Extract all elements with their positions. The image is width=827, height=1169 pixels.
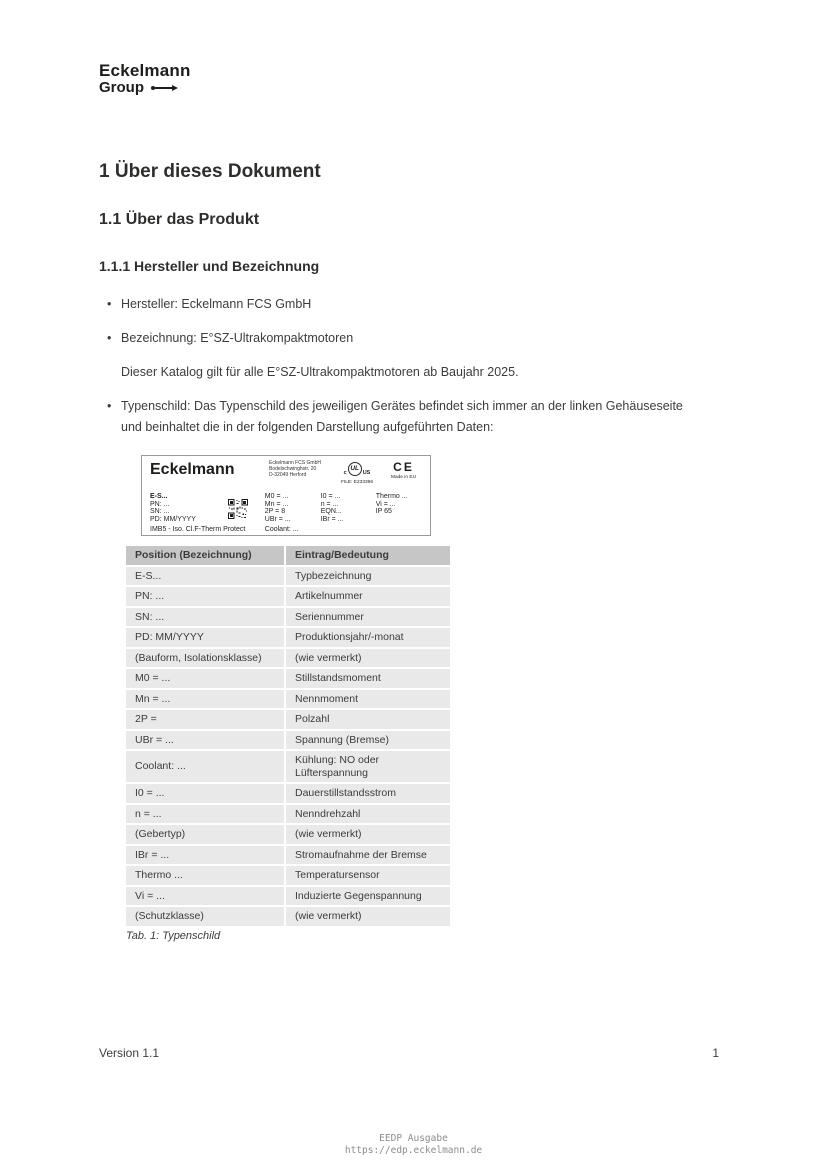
nameplate-brand: Eckelmann bbox=[150, 461, 235, 478]
nameplate-figure bbox=[141, 455, 431, 536]
i0-value: I0 = ... bbox=[320, 493, 341, 500]
meaning-cell: Nenndrehzahl bbox=[286, 805, 450, 824]
address-line: Eckelmann FCS GmbH bbox=[269, 460, 321, 466]
katalog-note: Dieser Katalog gilt für alle E°SZ-Ultrakompaktmotoren ab Baujahr 2025. bbox=[121, 365, 519, 379]
encoder-type: EQN... bbox=[320, 508, 342, 516]
brake-current: IBr = ... bbox=[320, 515, 344, 523]
meaning-cell: Nennmoment bbox=[286, 690, 450, 709]
table-row bbox=[126, 710, 450, 729]
table-row bbox=[126, 846, 450, 865]
ul-file-number: FILE: E233396 bbox=[340, 480, 373, 485]
meaning-cell: Seriennummer bbox=[286, 608, 450, 627]
meaning-cell: Stromaufnahme der Bremse bbox=[286, 846, 450, 865]
table-row bbox=[126, 690, 450, 709]
meaning-cell: Produktionsjahr/-monat bbox=[286, 628, 450, 647]
table-row bbox=[126, 907, 450, 926]
logo-text-eckelmann: Eckelmann bbox=[99, 61, 191, 80]
bullet-typenschild bbox=[99, 396, 695, 438]
ce-mark-icon: CE bbox=[393, 460, 414, 474]
ul-logo-icon: c UL US bbox=[344, 462, 371, 476]
bullet-typenschild-text: Typenschild: Das Typenschild des jeweiligen Gerätes befindet sich immer an der linken Gehäuseseite und beinhaltet die in der folgenden Darstellung aufgeführten Daten: bbox=[121, 399, 683, 434]
qr-code-icon bbox=[228, 499, 248, 519]
bullet-marker bbox=[99, 328, 121, 349]
page-footer bbox=[99, 1046, 719, 1060]
nameplate-data bbox=[150, 493, 422, 533]
made-in-label: Made in EU bbox=[390, 475, 417, 480]
position-cell: n = ... bbox=[126, 805, 284, 824]
position-cell: PN: ... bbox=[126, 587, 284, 606]
position-cell: Thermo ... bbox=[126, 866, 284, 885]
table-row bbox=[126, 587, 450, 606]
nameplate-column-2 bbox=[265, 493, 321, 533]
position-cell: I0 = ... bbox=[126, 784, 284, 803]
column-header-position: Position (Bezeichnung) bbox=[126, 546, 284, 565]
table-row bbox=[126, 731, 450, 750]
logo-text-group: Group bbox=[99, 79, 144, 96]
table-body bbox=[126, 567, 450, 926]
ip-rating: IP 65 bbox=[375, 508, 392, 516]
pole-count: 2P = 8 bbox=[264, 508, 286, 516]
subsection-heading: 1.1.1 Hersteller und Bezeichnung bbox=[99, 258, 320, 274]
table-row bbox=[126, 866, 450, 885]
type-designation: E-S... bbox=[150, 493, 168, 500]
vi-value: Vi = ... bbox=[375, 500, 396, 508]
bullet-bezeichnung-text: Bezeichnung: E°SZ-Ultrakompaktmotoren bbox=[121, 331, 354, 345]
meaning-cell: (wie vermerkt) bbox=[286, 907, 450, 926]
company-logo bbox=[99, 62, 191, 96]
table-row bbox=[126, 887, 450, 906]
meaning-cell: Induzierte Gegenspannung bbox=[286, 887, 450, 906]
ce-certification-mark bbox=[385, 461, 422, 480]
position-cell: PD: MM/YYYY bbox=[126, 628, 284, 647]
address-line: D-32049 Herford bbox=[269, 471, 307, 478]
table-header bbox=[126, 546, 450, 565]
mounting-insulation: IMB5 - Iso. Cl.F-Therm Protect bbox=[150, 525, 246, 533]
body-content bbox=[99, 294, 695, 451]
bullet-bezeichnung bbox=[99, 328, 695, 349]
meaning-cell: Typbezeichnung bbox=[286, 567, 450, 586]
table-row bbox=[126, 784, 450, 803]
position-cell: 2P = bbox=[126, 710, 284, 729]
m0-value: M0 = ... bbox=[264, 493, 289, 500]
position-cell: (Gebertyp) bbox=[126, 825, 284, 844]
nameplate-header bbox=[150, 461, 422, 488]
part-number: PN: ... bbox=[150, 500, 170, 508]
meaning-cell: Artikelnummer bbox=[286, 587, 450, 606]
meaning-cell: Temperatursensor bbox=[286, 866, 450, 885]
brake-voltage: UBr = ... bbox=[264, 515, 291, 523]
position-cell: M0 = ... bbox=[126, 669, 284, 688]
table-row bbox=[126, 608, 450, 627]
bullet-hersteller-text: Hersteller: Eckelmann FCS GmbH bbox=[121, 297, 312, 311]
bullet-marker bbox=[99, 294, 121, 315]
serial-number: SN: ... bbox=[150, 508, 170, 516]
meaning-cell: Polzahl bbox=[286, 710, 450, 729]
mn-value: Mn = ... bbox=[264, 500, 289, 508]
meaning-cell: (wie vermerkt) bbox=[286, 825, 450, 844]
typenschild-table bbox=[124, 544, 452, 928]
watermark-url[interactable]: https://edp.eckelmann.de bbox=[344, 1145, 483, 1156]
table-row bbox=[126, 567, 450, 586]
version-label: Version 1.1 bbox=[99, 1046, 160, 1060]
bullet-marker bbox=[99, 396, 121, 438]
bullet-hersteller bbox=[99, 294, 695, 315]
watermark-edition: EEDP Ausgabe bbox=[379, 1133, 448, 1144]
production-date: PD: MM/YYYY bbox=[150, 515, 196, 523]
table-caption: Tab. 1: Typenschild bbox=[126, 930, 221, 942]
eedp-watermark bbox=[0, 1133, 827, 1157]
speed-value: n = ... bbox=[320, 500, 339, 508]
meaning-cell: Spannung (Bremse) bbox=[286, 731, 450, 750]
position-cell: SN: ... bbox=[126, 608, 284, 627]
position-cell: Coolant: ... bbox=[126, 751, 284, 782]
meaning-cell: Kühlung: NO oder Lüfterspannung bbox=[286, 751, 450, 782]
manufacturer-address bbox=[269, 461, 329, 478]
table-row bbox=[126, 805, 450, 824]
table-row bbox=[126, 825, 450, 844]
position-cell: IBr = ... bbox=[126, 846, 284, 865]
nameplate-column-4 bbox=[376, 493, 422, 533]
logo-arrow-icon bbox=[151, 85, 178, 91]
ul-certification-mark bbox=[329, 461, 385, 485]
address-line: Bodelschwinghstr. 20 bbox=[269, 465, 317, 472]
table-row bbox=[126, 751, 450, 782]
meaning-cell: Dauerstillstandsstrom bbox=[286, 784, 450, 803]
logo-second-line bbox=[99, 80, 191, 96]
coolant: Coolant: ... bbox=[264, 525, 299, 533]
chapter-heading: 1 Über dieses Dokument bbox=[99, 161, 321, 182]
meaning-cell: Stillstandsmoment bbox=[286, 669, 450, 688]
page-number: 1 bbox=[712, 1046, 719, 1060]
table-row bbox=[126, 628, 450, 647]
table-row bbox=[126, 669, 450, 688]
position-cell: UBr = ... bbox=[126, 731, 284, 750]
meaning-cell: (wie vermerkt) bbox=[286, 649, 450, 668]
table-header-row bbox=[126, 546, 450, 565]
column-header-eintrag: Eintrag/Bedeutung bbox=[286, 546, 450, 565]
position-cell: E-S... bbox=[126, 567, 284, 586]
thermo-sensor: Thermo ... bbox=[375, 493, 408, 500]
nameplate-column-3 bbox=[321, 493, 376, 533]
section-heading: 1.1 Über das Produkt bbox=[99, 211, 260, 228]
position-cell: Mn = ... bbox=[126, 690, 284, 709]
position-cell: (Bauform, Isolationsklasse) bbox=[126, 649, 284, 668]
position-cell: (Schutzklasse) bbox=[126, 907, 284, 926]
table-row bbox=[126, 649, 450, 668]
position-cell: Vi = ... bbox=[126, 887, 284, 906]
